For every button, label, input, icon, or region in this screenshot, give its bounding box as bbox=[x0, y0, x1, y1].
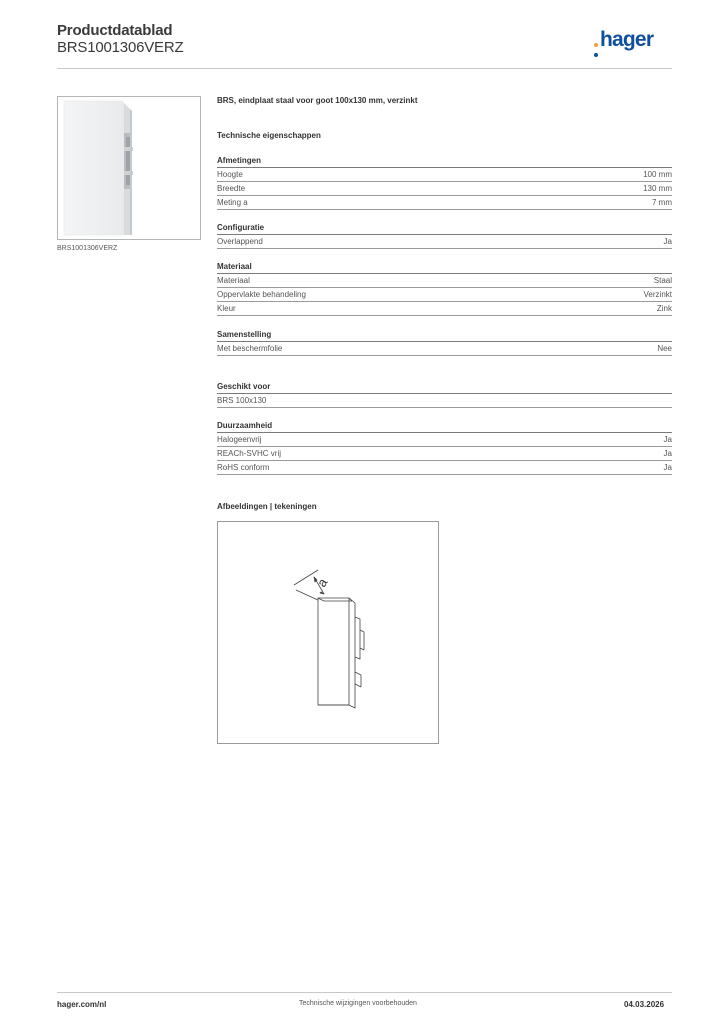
section-samenstelling bbox=[217, 329, 672, 356]
spec-value: Ja bbox=[663, 463, 672, 472]
dimension-label: a bbox=[313, 575, 331, 590]
spec-value: 7 mm bbox=[652, 198, 672, 207]
product-image bbox=[57, 96, 201, 240]
product-code: BRS1001306VERZ bbox=[57, 39, 184, 56]
spec-row bbox=[217, 461, 672, 475]
logo-text: hager bbox=[600, 28, 654, 51]
spec-label: Oppervlakte behandeling bbox=[217, 290, 306, 299]
spec-label: REACh-SVHC vrij bbox=[217, 449, 282, 458]
footer-date: 04.03.2026 bbox=[624, 1000, 665, 1009]
spec-label: Materiaal bbox=[217, 276, 250, 285]
spec-value: Verzinkt bbox=[643, 290, 672, 299]
section-title: Geschikt voor bbox=[217, 381, 672, 394]
spec-row bbox=[217, 274, 672, 288]
section-afmetingen bbox=[217, 155, 672, 210]
spec-value: 130 mm bbox=[643, 184, 672, 193]
technical-heading: Technische eigenschappen bbox=[217, 131, 321, 140]
footer-notice: Technische wijzigingen voorbehouden bbox=[299, 1000, 417, 1007]
spec-value: Staal bbox=[653, 276, 672, 285]
section-geschikt-voor bbox=[217, 381, 672, 408]
section-duurzaamheid bbox=[217, 420, 672, 475]
footer-divider bbox=[57, 992, 672, 993]
section-configuratie bbox=[217, 222, 672, 249]
spec-row bbox=[217, 394, 672, 408]
spec-label: Kleur bbox=[217, 304, 236, 313]
product-description: BRS, eindplaat staal voor goot 100x130 mm, verzinkt bbox=[217, 96, 418, 105]
spec-row bbox=[217, 235, 672, 249]
spec-label: RoHS conform bbox=[217, 463, 270, 472]
spec-value: Ja bbox=[663, 449, 672, 458]
logo-colon-icon bbox=[594, 43, 598, 57]
spec-value: Nee bbox=[657, 344, 672, 353]
page-title: Productdatablad bbox=[57, 22, 173, 39]
spec-label: Overlappend bbox=[217, 237, 263, 246]
spec-label: Breedte bbox=[217, 184, 246, 193]
spec-label: Met beschermfolie bbox=[217, 344, 283, 353]
image-caption: BRS1001306VERZ bbox=[57, 245, 118, 252]
technical-drawing bbox=[217, 521, 439, 744]
spec-row bbox=[217, 196, 672, 210]
spec-row bbox=[217, 342, 672, 356]
end-plate-photo bbox=[58, 97, 200, 239]
section-title: Configuratie bbox=[217, 222, 672, 235]
spec-label: Halogeenvrij bbox=[217, 435, 262, 444]
spec-value: Zink bbox=[656, 304, 672, 313]
end-plate-drawing bbox=[218, 522, 438, 743]
section-materiaal bbox=[217, 261, 672, 316]
spec-row bbox=[217, 182, 672, 196]
spec-value: 100 mm bbox=[643, 170, 672, 179]
section-title: Duurzaamheid bbox=[217, 420, 672, 433]
footer-website[interactable]: hager.com/nl bbox=[57, 1000, 107, 1009]
spec-row bbox=[217, 302, 672, 316]
spec-label: Hoogte bbox=[217, 170, 243, 179]
spec-value: Ja bbox=[663, 435, 672, 444]
spec-row bbox=[217, 433, 672, 447]
spec-row bbox=[217, 288, 672, 302]
spec-row bbox=[217, 168, 672, 182]
section-title: Samenstelling bbox=[217, 329, 672, 342]
hager-logo bbox=[594, 28, 653, 57]
header-divider bbox=[57, 68, 672, 69]
section-title: Afmetingen bbox=[217, 155, 672, 168]
section-title: Materiaal bbox=[217, 261, 672, 274]
spec-label: BRS 100x130 bbox=[217, 396, 267, 405]
spec-row bbox=[217, 447, 672, 461]
spec-label: Meting a bbox=[217, 198, 248, 207]
drawings-heading: Afbeeldingen | tekeningen bbox=[217, 502, 317, 511]
spec-value: Ja bbox=[663, 237, 672, 246]
